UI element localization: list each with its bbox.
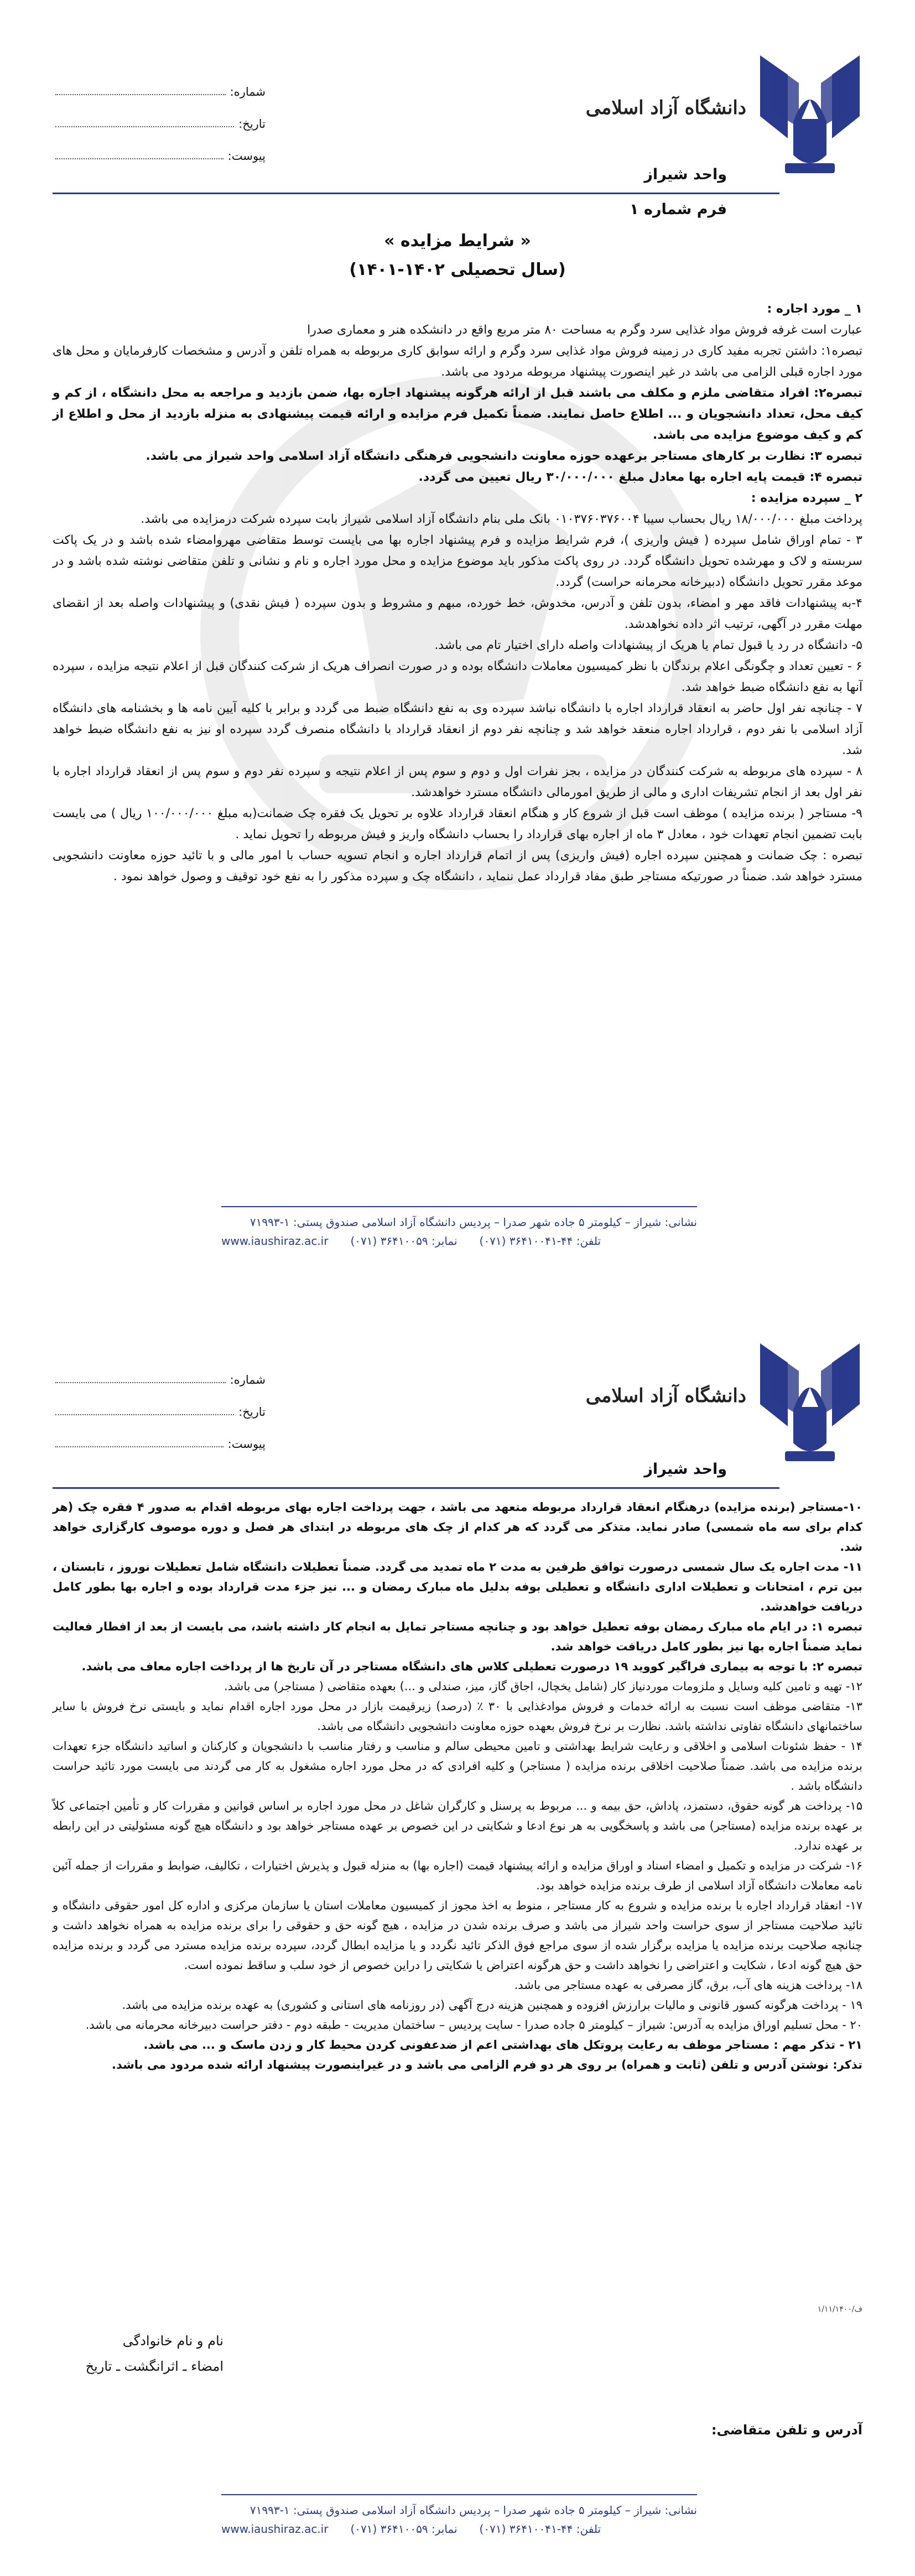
form-number: فرم شماره ۱ xyxy=(630,201,727,218)
paragraph: ۱۹ - پرداخت هرگونه کسور قانونی و مالیات برارزش افزوده و همچنین هزینه درج آگهی (در روزنامه های استانی و کشوری) به عهده برنده مزایده می باشد. xyxy=(122,1998,862,2012)
number-dotted-line xyxy=(55,1382,226,1383)
paragraph: تبصره ۳: نظارت بر کارهای مستاجر برعهده حوزه معاونت دانشجویی فرهنگی دانشگاه آزاد اسلامی واحد شیراز می باشد. xyxy=(145,449,862,463)
footer-address: نشانی: شیراز – کیلومتر ۵ جاده شهر صدرا – پردیس دانشگاه آزاد اسلامی صندوق پستی: ۱-۷۱۹۹۳ xyxy=(249,1216,697,1229)
paragraph: ۲ _ سپرده مزایده : xyxy=(751,491,862,505)
header-divider xyxy=(53,1487,779,1489)
date-field xyxy=(55,1386,266,1419)
header-divider xyxy=(53,193,779,194)
paragraph: تبصره۲: افراد متقاضی ملزم و مکلف می باشند قبل از ارائه هرگونه پیشنهاد اجاره بها، ضمن بازدید و مراجعه به محل دانشگاه ، از کم و کیف محل، تعداد دانشجویان و ... اطلاع حاصل نمایند. ضمناً تکمیل فرم مزایده و ارائه قیمت پیشنهادی به منزله بازدید از محل و اطلاع از کم و کیف موضوع مزایده می باشد. xyxy=(53,386,862,442)
signature-sign-label: امضاء ـ اثرانگشت ـ تاریخ xyxy=(85,2359,223,2374)
paragraph: ۱۲- تهیه و تامین کلیه وسایل و ملزومات موردنیاز کار (شامل یخچال، اجاق گاز، میز، صندلی و ...) بعهده متقاضی ( مستاجر) می باشد. xyxy=(223,1680,862,1693)
page-1-body xyxy=(53,299,862,887)
document-subtitle: (سال تحصیلی ۱۴۰۲-۱۴۰۱) xyxy=(349,260,566,279)
paragraph: ۷ - چنانچه نفر اول حاضر به انعقاد قرارداد اجاره با دانشگاه نباشد سپرده وی به نفع دانشگاه ضبط می گردد و برابر با کلیه آیین نامه ها و بخشنامه های دانشگاه آزاد اسلامی با نفر دوم ، قرارداد اجاره منعقد خواهد شد و چنانچه نفر دوم از انعقاد قرارداد با دانشگاه منصرف گردد سپرده او نیز به نفع دانشگاه ضبط خواهد شد. xyxy=(53,702,862,757)
university-name: دانشگاه آزاد اسلامی xyxy=(585,97,746,119)
attachment-field xyxy=(55,1419,266,1451)
paragraph: تبصره۱: داشتن تجربه مفید کاری در زمینه فروش مواد غذایی سرد وگرم و ارائه سوابق کاری مربوطه به همراه تلفن و آدرس و مشخصات کارفرمایان و محل های مورد اجاره قبلی الزامی می باشد در غیر اینصورت پیشنهاد مربوطه مردود می باشد. xyxy=(53,344,862,379)
attachment-label: پیوست: xyxy=(227,1437,266,1451)
paragraph: ۹- مستاجر ( برنده مزایده ) موظف است قبل از شروع کار و هنگام انعقاد قرارداد علاوه بر تحویل یک فقره چک ضمانت(به مبلغ ۱۰۰/۰۰۰/۰۰۰ ریال ) می بایست بابت تضمین انجام تعهدات خود ، معادل ۳ ماه از اجاره بهای قرارداد را بحساب دانشگاه واریز و فیش مربوطه را تحویل نماید . xyxy=(53,807,862,842)
number-label: شماره: xyxy=(230,85,266,98)
date-dotted-line xyxy=(55,126,234,127)
footer-website[interactable]: www.iaushiraz.ac.ir xyxy=(221,1234,329,1248)
paragraph: ۲۱ - تذکر مهم : مستاجر موظف به رعایت پروتکل های بهداشتی اعم از ضدعفونی کردن محیط کار و زدن ماسک و ... می باشد. xyxy=(143,2038,862,2052)
attachment-dotted-line xyxy=(55,1446,223,1447)
page-2-footer xyxy=(221,2494,697,2538)
footer-address: نشانی: شیراز – کیلومتر ۵ جاده شهر صدرا – پردیس دانشگاه آزاد اسلامی صندوق پستی: ۱-۷۱۹۹۳ xyxy=(249,2504,697,2517)
date-label: تاریخ: xyxy=(238,1405,266,1419)
footer-phone: تلفن: ۴۴-۳۶۴۱۰۰۴۱ (۰۷۱) xyxy=(479,2522,601,2536)
attachment-dotted-line xyxy=(55,158,223,159)
number-label: شماره: xyxy=(230,1373,266,1386)
page-2 xyxy=(0,1288,915,2576)
paragraph: ۱ _ مورد اجاره : xyxy=(767,302,862,316)
paragraph: تبصره : چک ضمانت و همچنین سپرده اجاره (فیش واریزی) پس از اتمام قرارداد اجاره و انجام تسویه حساب با امور مالی و با تائید حوزه معاونت دانشجویی مسترد خواهد شد. ضمناً در صورتیکه مستاجر طبق مفاد قرارداد عمل ننماید ، دانشگاه چک و سپرده مذکور را به نفع خود توقیف و وصول خواهد نمود . xyxy=(53,849,862,884)
paragraph: ۲۰ - محل تسلیم اوراق مزایده به آدرس: شیراز – کیلومتر ۵ جاده صدرا - سایت پردیس – ساختمان مدیریت - طبقه دوم - دفتر حراست دبیرخانه محرمانه می باشد. xyxy=(85,2018,862,2032)
paragraph: تبصره ۴: قیمت پایه اجاره بها معادل مبلغ ۳۰/۰۰۰/۰۰۰ ریال تعیین می گردد. xyxy=(418,470,862,484)
date-field xyxy=(55,98,266,131)
paragraph: ۸ - سپرده های مربوطه به شرکت کنندگان در مزایده ، بجز نفرات اول و دوم و سوم پس از اعلام نتیجه و سپرده نفر دوم و سوم پس از انعقاد قرارداد اجاره با نفر اول بعد از انجام تشریفات اداری و مالی از طریق امورمالی دانشگاه مسترد خواهدشد. xyxy=(53,765,862,799)
paragraph: ۶ - تعیین تعداد و چگونگی اعلام برندگان با نظر کمیسیون معاملات دانشگاه بوده و در صورت انصراف هریک از شرکت کنندگان قبل از اعلام نتیجه مزایده ، سپرده آنها به نفع دانشگاه ضبط خواهد شد. xyxy=(53,659,862,694)
paragraph: عبارت است غرفه فروش مواد غذایی سرد وگرم به مساحت ۸۰ متر مربع واقع در دانشکده هنر و معماری صدرا xyxy=(307,323,862,337)
paragraph: پرداخت مبلغ ۱۸/۰۰۰/۰۰۰ ریال بحساب سیبا ۰۱۰۳۷۶۰۳۷۶۰۰۴ بانک ملی بنام دانشگاه آزاد اسلامی شیراز بابت سپرده شرکت درمزایده می باشد. xyxy=(141,512,862,526)
university-logo-icon xyxy=(755,44,865,188)
paragraph: تبصره ۱: در ایام ماه مبارک رمضان بوفه تعطیل خواهد بود و چنانچه مستاجر تمایل به انجام کار داشته باشد، می بایست از بعد از افطار فعالیت نماید ضمناً اجاره بها نیز بطور کامل دریافت خواهد شد. xyxy=(53,1620,862,1653)
branch-name: واحد شیراز xyxy=(644,166,727,183)
paragraph: ۱۰-مستاجر (برنده مزایده) درهنگام انعقاد قرارداد مربوطه متعهد می باشد ، جهت پرداخت اجاره بهای مربوطه اقدام به صدور ۴ فقره چک (هر کدام برای سه ماه شمسی) صادر نماید. متذکر می گردد که هر کدام از چک های مربوطه در ابتدای هر فصل و دوره موصوف کارگزاری خواهد شد. xyxy=(53,1500,862,1554)
number-field xyxy=(55,66,266,98)
paragraph: ۱۱- مدت اجاره یک سال شمسی درصورت توافق طرفین به مدت ۲ ماه تمدید می گردد. ضمناً تعطیلات دانشگاه شامل تعطیلات نوروز ، تابستان ، بین ترم ، امتحانات و تعطیلات اداری دانشگاه و تعطیلی بوفه بدلیل ماه مبارک رمضان و ... نیز جزء مدت قرارداد بوده و اجاره بها بطور کامل دریافت خواهدشد. xyxy=(53,1560,863,1613)
attachment-label: پیوست: xyxy=(227,149,266,163)
paragraph: ۴-به پیشنهادات فاقد مهر و امضاء، بدون تلفن و آدرس، مخدوش، خط خورده، مبهم و مشروط و بدون سپرده ( فیش نقدی) و پیشنهادات واصله بعد از انقضای مهلت مقرر در آگهی، ترتیب اثر داده نخواهدشد. xyxy=(53,596,862,631)
university-name: دانشگاه آزاد اسلامی xyxy=(585,1385,746,1407)
paragraph: ۱۶- شرکت در مزایده و تکمیل و امضاء اسناد و اوراق مزایده و ارائه پیشنهاد قیمت (اجاره بها) به منزله قبول و پذیرش اختیارات ، تکالیف، ضوابط و مقررات از جمله آئین نامه معاملات دانشگاه آزاد اسلامی از طرف برنده مزایده خواهد بود. xyxy=(53,1859,862,1892)
document-title: « شرایط مزایده » xyxy=(384,231,531,251)
attachment-field xyxy=(55,131,266,163)
number-dotted-line xyxy=(55,94,226,95)
signature-block xyxy=(58,2328,223,2379)
paragraph: ۱۷- انعقاد قرارداد اجاره با برنده مزایده و شروع به کار مستاجر ، منوط به اخذ مجوز از کمیسیون معاملات استان یا سازمان مرکزی و اداره کل امور حقوقی دانشگاه و تائید صلاحیت مستاجر از سوی حراست واحد شیراز می باشد و صرف برنده شدن در مزایده ، هیچ گونه حق و حقوقی را برای برنده مزایده به همراه نخواهد داشت و چنانچه صلاحیت برنده مزایده یا مزایده برگزار شده از سوی مراجع فوق الذکر تائید نگردد و یا مزایده ابطال گردد، سپرده برنده مزایده مسترد می گردد و برنده مزایده حق هیچ گونه ادعا ، شکایت و اعتراضی را نخواهد داشت و حق هرگونه اعتراض یا شکایتی را دراین خصوص از خود سلب و ساقط نموده است. xyxy=(53,1899,862,1972)
header-fields xyxy=(55,66,266,163)
form-code: ف/۱/۱۱/۱۴۰۰ xyxy=(817,2305,862,2314)
paragraph: تبصره ۲: با توجه به بیماری فراگیر کووید ۱۹ درصورت تعطیلی کلاس های دانشگاه مستاجر در آن تاریخ ها از پرداخت اجاره معاف می باشد. xyxy=(81,1660,862,1673)
date-dotted-line xyxy=(55,1414,234,1415)
page-2-body xyxy=(53,1497,862,2075)
paragraph: ۱۳- متقاضی موظف است نسبت به ارائه خدمات و فروش موادغذایی با ۳۰ ٪ (درصد) زیرقیمت بازار در محل مورد اجاره اقدام نماید و بایستی نرخ فروش با سایر ساختمانهای دانشگاه تفاوتی نداشته باشد. نظارت بر نرخ فروش بعهده حوزه معاونت دانشجویی دانشگاه می باشد. xyxy=(53,1700,862,1733)
applicant-address-label: آدرس و تلفن متقاضی: xyxy=(711,2422,862,2438)
paragraph: ۱۵- پرداخت هر گونه حقوق، دستمزد، پاداش، حق بیمه و ... مربوط به پرسنل و کارگران شاغل در محل مورد اجاره بر اساس قوانین و مقررات کار و تأمین اجتماعی کلاً بر عهده برنده مزایده (مستاجر) می باشد و پاسخگویی به هر نوع ادعا و شکایتی در این خصوص بر عهده مستاجر خواهد بود و دانشگاه هیچ گونه مسئولیتی در این رابطه بر عهده ندارد. xyxy=(53,1799,862,1852)
paragraph: ۵- دانشگاه در رد یا قبول تمام یا هریک از پیشنهادات واصله دارای اختیار تام می باشد. xyxy=(434,638,862,652)
footer-fax: نمابر: ۳۶۴۱۰۰۵۹ (۰۷۱) xyxy=(350,2522,458,2536)
paragraph: ۱۸- پرداخت هزینه های آب، برق، گاز مصرفی به عهده مستاجر می باشد. xyxy=(514,1978,862,1992)
date-label: تاریخ: xyxy=(238,117,266,131)
university-logo-icon xyxy=(755,1332,865,1476)
footer-phone: تلفن: ۴۴-۳۶۴۱۰۰۴۱ (۰۷۱) xyxy=(479,1234,601,1248)
signature-name-label: نام و نام خانوادگی xyxy=(122,2333,223,2349)
branch-name: واحد شیراز xyxy=(644,1461,727,1478)
footer-website[interactable]: www.iaushiraz.ac.ir xyxy=(221,2522,329,2536)
number-field xyxy=(55,1354,266,1386)
paragraph: تذکر: نوشتن آدرس و تلفن (ثابت و همراه) بر روی هر دو فرم الزامی می باشد و در غیراینصورت پیشنهاد ارائه شده مردود می باشد. xyxy=(112,2058,862,2071)
header-fields xyxy=(55,1354,266,1451)
footer-fax: نمابر: ۳۶۴۱۰۰۵۹ (۰۷۱) xyxy=(350,1234,458,1248)
paragraph: ۳ - تمام اوراق شامل سپرده ( فیش واریزی )، فرم شرایط مزایده و فرم پیشنهاد اجاره بها می بایست توسط متقاضی مهروامضاء شده باشد و در یک پاکت سربسته و لاک و مهرشده تحویل دانشگاه گردد. در روی پاکت مذکور باید موضوع مزایده و محل مورد اجاره و نام و نشانی و تلفن متقاضی نوشته شده باشد و در موعد مقرر تحویل دانشگاه (دبیرخانه محرمانه حراست) گردد. xyxy=(53,533,862,589)
paragraph: ۱۴ - حفظ شئونات اسلامی و اخلاقی و رعایت شرایط بهداشتی و تامین محیطی سالم و مناسب و رفتار مناسب با دانشجویان و کارکنان و اساتید دانشگاه جزء تعهدات برنده مزایده می باشد. ضمناً صلاحیت اخلاقی برنده مزایده ( مستاجر) و کلیه افرادی که در محل مورد اجاره مشغول به کار می گردند می بایست مورد تائید حراست دانشگاه باشد . xyxy=(53,1739,862,1793)
page-1-footer xyxy=(221,1206,697,1250)
